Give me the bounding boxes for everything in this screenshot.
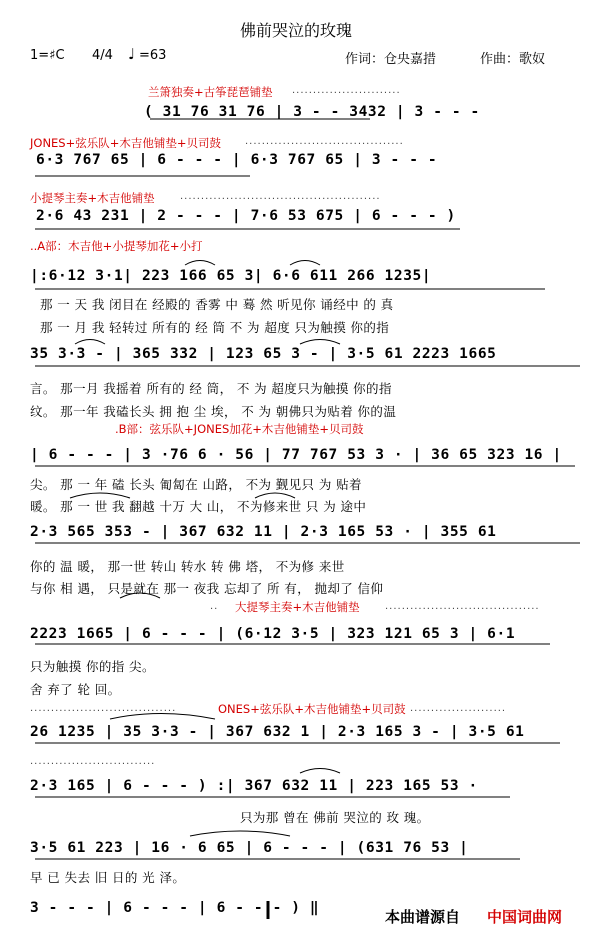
leader-dots: .. — [210, 601, 219, 612]
leader-dots: ...................................... — [245, 136, 404, 147]
notation-line: 26 1235 | 35 3·3 - | 367 632 1 | 2·3 165 3 - | 3·5 61 — [30, 724, 525, 740]
notation-line: 3 - - - | 6 - - - | 6 - - - ) ‖ — [30, 900, 320, 916]
section-label: 兰箫独奏+古筝琵琶铺垫 — [148, 85, 273, 99]
leader-dots: ....................... — [410, 703, 507, 714]
section-label: 小提琴主奏+木吉他铺垫 — [30, 191, 155, 205]
lyric-line: 你的 温 暖， 那一世 转山 转水 转 佛 塔， 不为修 来世 — [30, 559, 345, 574]
notation-line: | 6 - - - | 3 ·76 6 · 56 | 77 767 53 3 · | 36 65 323 16 | — [30, 447, 562, 463]
notation-line: |:6·12 3·1| 223 166 65 3| 6·6 611 266 1235| — [30, 268, 432, 284]
section-label: JONES+弦乐队+木吉他铺垫+贝司鼓 — [30, 136, 222, 150]
lyric-line: 与你 相 遇， 只是就在 那一 夜我 忘却了 所 有， 抛却了 信仰 — [30, 581, 384, 596]
lyric-line: 暖。 那 一 世 我 翻越 十万 大 山， 不为修来世 只 为 途中 — [30, 499, 367, 514]
lyric-line: 只为触摸 你的指 尖。 — [30, 659, 155, 674]
notation-line: 2·3 165 | 6 - - - ) :| 367 632 11 | 223 165 53 · — [30, 778, 478, 794]
watermark-site[interactable]: 中国词曲网 — [487, 908, 563, 926]
watermark-source: 本曲谱源自 — [385, 908, 461, 926]
song-title: 佛前哭泣的玫瑰 — [239, 21, 352, 40]
lyric-line: 尖。 那 一 年 磕 长头 匍匐在 山路， 不为 觐见只 为 贴着 — [30, 477, 362, 492]
notation-line: 35 3·3 - | 365 332 | 123 65 3 - | 3·5 61 2223 1665 — [30, 346, 497, 362]
notation-line: 2223 1665 | 6 - - - | (6·12 3·5 | 323 121 65 3 | 6·1 — [30, 626, 516, 642]
notation-line: 3·5 61 223 | 16 · 6 65 | 6 - - - | (631 76 53 | — [30, 840, 469, 856]
lyric-line: 纹。 那一年 我磕长头 拥 抱 尘 埃， 不 为 朝佛只为贴着 你的温 — [30, 404, 397, 419]
leader-dots: .......................... — [292, 85, 401, 96]
lyricist: 作词：仓央嘉措 — [345, 52, 437, 67]
lyric-line: 舍 弃了 轮 回。 — [30, 682, 121, 697]
tempo-value: =63 — [139, 48, 167, 63]
key-signature: 1=♯C — [30, 48, 65, 63]
notation-line: 2·6 43 231 | 2 - - - | 7·6 53 675 | 6 - - - ) — [36, 208, 456, 224]
lyric-line: 那 一 天 我 闭目在 经殿的 香雾 中 蓦 然 听见你 诵经中 的 真 — [40, 297, 394, 312]
notation-line: 6·3 767 65 | 6 - - - | 6·3 767 65 | 3 - - - — [36, 152, 438, 168]
composer: 作曲：歌奴 — [480, 52, 546, 67]
notation-line: 2·3 565 353 - | 367 632 11 | 2·3 165 53 · | 355 61 — [30, 524, 497, 540]
lyric-line: 那 一 月 我 轻转过 所有的 经 筒 不 为 超度 只为触摸 你的指 — [40, 320, 390, 335]
section-label: ..A部：木吉他+小提琴加花+小打 — [30, 239, 203, 253]
lyric-line: 只为那 曾在 佛前 哭泣的 玫 瑰。 — [240, 810, 430, 825]
notation-line: ( 31 76 31 76 | 3 - - 3432 | 3 - - - — [144, 104, 480, 120]
leader-dots: ................................................ — [180, 191, 381, 202]
section-label: ONES+弦乐队+木吉他铺垫+贝司鼓 — [218, 702, 406, 716]
section-label: 大提琴主奏+木吉他铺垫 — [235, 600, 360, 614]
leader-dots: .............................. — [30, 756, 156, 767]
leader-dots: ..................................... — [385, 601, 540, 612]
lyric-line: 言。 那一月 我摇着 所有的 经 筒， 不 为 超度只为触摸 你的指 — [30, 381, 392, 396]
leader-dots: ................................... — [30, 703, 177, 714]
lyric-line: 早 已 失去 旧 日的 光 泽。 — [30, 870, 186, 885]
section-label: .B部：弦乐队+JONES加花+木吉他铺垫+贝司鼓 — [115, 422, 364, 436]
time-signature: 4/4 — [92, 48, 113, 63]
tempo-note-icon: ♩ — [128, 45, 136, 63]
